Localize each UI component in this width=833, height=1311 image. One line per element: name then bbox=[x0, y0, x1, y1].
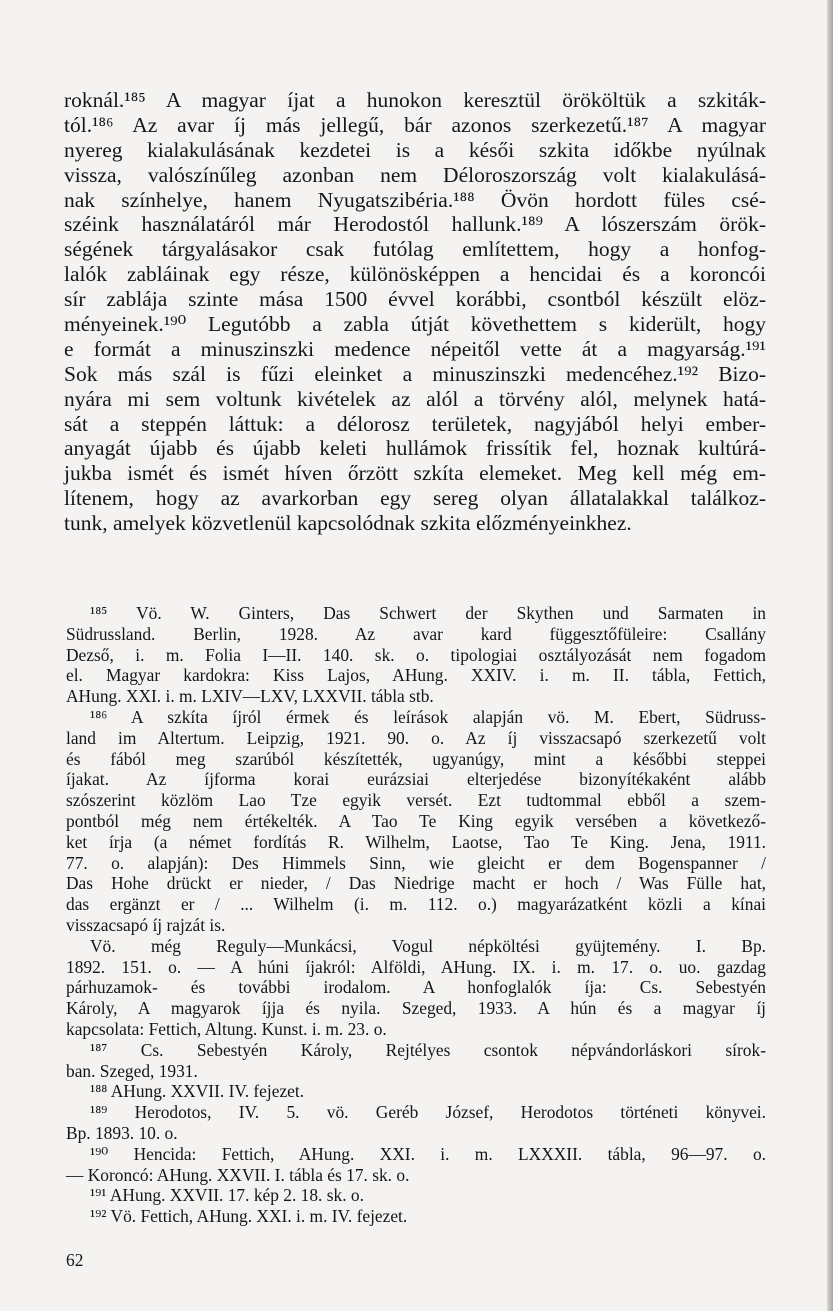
footnote-line: pontból még nem értékelték. A Tao Te King egyik versében a következő- bbox=[66, 810, 766, 831]
footnote-line: ket írja (a német fordítás R. Wilhelm, Laotse, Tao Te King. Jena, 1911. bbox=[66, 831, 766, 852]
text-line: sát a steppén láttuk: a délorosz területek, nagyjából helyi ember- bbox=[64, 411, 766, 436]
main-text bbox=[64, 88, 766, 536]
footnote-line: Südrussland. Berlin, 1928. Az avar kard függesztőfüleire: Csallány bbox=[66, 623, 766, 644]
footnote-line: íjakat. Az íjforma korai eurázsiai elterjedése bizonyítékaként alább bbox=[66, 769, 766, 790]
text-line: lítenem, hogy az avarkorban egy sereg olyan állatalakkal találkoz- bbox=[64, 486, 766, 511]
page-edge-shadow bbox=[827, 0, 833, 1311]
footnote-line: ¹⁸⁷ Cs. Sebestyén Károly, Rejtélyes csontok népvándorláskori sírok- bbox=[90, 1039, 766, 1060]
text-line: tunk, amelyek közvetlenül kapcsolódnak szkita előzményeinkhez. bbox=[64, 511, 632, 536]
page-number: 62 bbox=[66, 1250, 84, 1270]
footnote-line: — Koroncó: AHung. XXVII. I. tábla és 17. sk. o. bbox=[66, 1164, 410, 1185]
footnote-line: és fából meg szarúból készítették, ugyanúgy, mint a későbbi steppei bbox=[66, 748, 766, 769]
footnote-line: Vö. még Reguly—Munkácsi, Vogul népköltési gyüjtemény. I. Bp. bbox=[90, 935, 766, 956]
footnote-line: szószerint közlöm Lao Tze egyik versét. Ezt tudtommal ebből a szem- bbox=[66, 790, 766, 811]
footnote-line: kapcsolata: Fettich, Altung. Kunst. i. m. 23. o. bbox=[66, 1018, 387, 1039]
text-line: lalók zabláinak egy része, különösképpen a hencidai és a koroncói bbox=[64, 262, 766, 287]
footnote-line: ban. Szeged, 1931. bbox=[66, 1060, 198, 1081]
footnote-line: Károly, A magyarok íjja és nyila. Szeged, 1933. A hún és a magyar íj bbox=[66, 998, 766, 1019]
footnotes bbox=[66, 603, 766, 1227]
footnote-line: AHung. XXI. i. m. LXIV—LXV, LXXVII. tábla stb. bbox=[66, 686, 434, 707]
footnote-line: Bp. 1893. 10. o. bbox=[66, 1122, 178, 1143]
text-line: széink használatáról már Herodostól hallunk.¹⁸⁹ A lószerszám örök- bbox=[64, 212, 766, 237]
footnote-line: land im Altertum. Leipzig, 1921. 90. o. Az íj visszacsapó szerkezetű volt bbox=[66, 727, 766, 748]
footnote-line: ¹⁹¹ AHung. XXVII. 17. kép 2. 18. sk. o. bbox=[90, 1185, 364, 1206]
footnote-line: ¹⁸⁸ AHung. XXVII. IV. fejezet. bbox=[90, 1081, 305, 1102]
text-line: ségének tárgyalásakor csak futólag említettem, hogy a honfog- bbox=[64, 237, 766, 262]
footnote-line: ¹⁸⁵ Vö. W. Ginters, Das Schwert der Skythen und Sarmaten in bbox=[90, 603, 766, 623]
footnote-line: Dezső, i. m. Folia I—II. 140. sk. o. tipologiai osztályozását nem fogadom bbox=[66, 644, 766, 665]
text-line: vissza, valószínűleg azonban nem Déloroszország volt kialakulásá- bbox=[64, 162, 766, 187]
text-line: anyagát újabb és újabb keleti hullámok frissítik fel, hoznak kultúrá- bbox=[64, 436, 766, 461]
text-line: tól.¹⁸⁶ Az avar íj más jellegű, bár azonos szerkezetű.¹⁸⁷ A magyar bbox=[64, 112, 766, 137]
text-line: ményeinek.¹⁹⁰ Legutóbb a zabla útját követhettem s kiderült, hogy bbox=[64, 312, 766, 337]
text-line: nak színhelye, hanem Nyugatszibéria.¹⁸⁸ Övön hordott füles csé- bbox=[64, 187, 766, 212]
text-line: nyára mi sem voltunk kivételek az alól a törvény alól, melynek hatá- bbox=[64, 386, 766, 411]
text-line: e formát a minuszinszki medence népeitől vette át a magyarság.¹⁹¹ bbox=[64, 336, 766, 361]
footnote-line: 1892. 151. o. — A húni íjakról: Alföldi, AHung. IX. i. m. 17. o. uo. gazdag bbox=[66, 956, 766, 977]
text-line: Sok más szál is fűzi eleinket a minuszinszki medencéhez.¹⁹² Bizo- bbox=[64, 361, 766, 386]
footnote-line: 77. o. alapján): Des Himmels Sinn, wie gleicht er dem Bogenspanner / bbox=[66, 852, 766, 873]
text-line: roknál.¹⁸⁵ A magyar íjat a hunokon keresztül örököltük a szkiták- bbox=[64, 88, 766, 112]
footnote-line: ¹⁸⁹ Herodotos, IV. 5. vö. Geréb József, Herodotos történeti könyvei. bbox=[90, 1102, 766, 1123]
footnote-line: párhuzamok- és további irodalom. A honfoglalók íja: Cs. Sebestyén bbox=[66, 977, 766, 998]
footnote-line: el. Magyar kardokra: Kiss Lajos, AHung. XXIV. i. m. II. tábla, Fettich, bbox=[66, 665, 766, 686]
footnote-line: ¹⁹² Vö. Fettich, AHung. XXI. i. m. IV. fejezet. bbox=[90, 1206, 408, 1227]
footnote-line: das ergänzt er / ... Wilhelm (i. m. 112. o.) magyarázatként közli a kínai bbox=[66, 894, 766, 915]
footnote-line: Das Hohe drückt er nieder, / Das Niedrige macht er hoch / Was Fülle hat, bbox=[66, 873, 766, 894]
text-line: jukba ismét és ismét híven őrzött szkíta elemeket. Meg kell még em- bbox=[64, 461, 766, 486]
footnote-line: ¹⁹⁰ Hencida: Fettich, AHung. XXI. i. m. LXXXII. tábla, 96—97. o. bbox=[90, 1143, 766, 1164]
footnote-line: visszacsapó íj rajzát is. bbox=[66, 914, 226, 935]
text-line: sír zablája szinte mása 1500 évvel korábbi, csontból készült elöz- bbox=[64, 287, 766, 312]
text-line: nyereg kialakulásának kezdetei is a késői szkita időkbe nyúlnak bbox=[64, 137, 766, 162]
footnote-line: ¹⁸⁶ A szkíta íjról érmek és leírások alapján vö. M. Ebert, Südruss- bbox=[90, 706, 766, 727]
